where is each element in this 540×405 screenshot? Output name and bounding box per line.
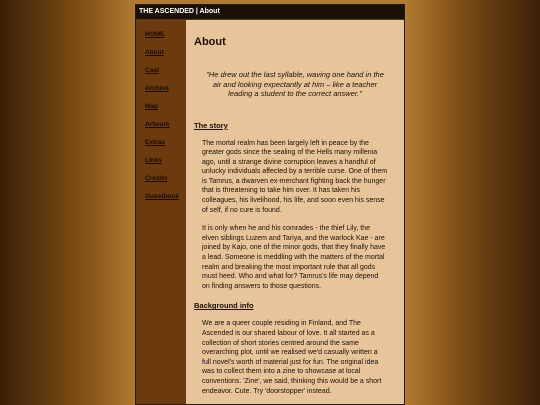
background-heading: Background info bbox=[194, 301, 254, 311]
story-paragraph-1: The mortal realm has been largely left in peace by the greater gods since the sealing of the Hells many millenia ago, until a strange divine corruption leaves a handful of unlucky individuals affected by a terrible curse. One of them is Tamrus, a dwarven ex-merchant fighting back the hunger that is threatening to take him over. It has taken his colleagues, his livelihood, his life, and soon even his sense of self, if no cure is found. bbox=[202, 139, 388, 214]
page-container bbox=[135, 4, 405, 405]
nav-link-map[interactable]: Map bbox=[145, 103, 158, 110]
nav-link-extras[interactable]: Extras bbox=[145, 139, 165, 146]
site-title: THE ASCENDED | About bbox=[139, 8, 220, 15]
main-content bbox=[187, 20, 404, 404]
intro-quote: "He drew out the last syllable, waving one hand in the air and looking expectantly at him – like a teacher leading a student to the correct answer." bbox=[206, 70, 384, 98]
page-title: About bbox=[194, 36, 226, 48]
story-heading: The story bbox=[194, 120, 228, 130]
nav-link-links[interactable]: Links bbox=[145, 157, 162, 164]
background-paragraph-1: We are a queer couple residing in Finland, and The Ascended is our shared labour of love. It all started as a collection of short stories centred around the same overarching plot, until we realised we'd casually written a full novel's worth of material just for fun. The original idea was to collect them into a zine to showcase at local conventions. 'Zine', we said, thinking this would be a short endeavor. Cute. Try 'doorstopper' instead. bbox=[202, 320, 382, 395]
nav-link-archive[interactable]: Archive bbox=[145, 85, 169, 92]
nav-link-cast[interactable]: Cast bbox=[145, 67, 160, 74]
sidebar-nav bbox=[136, 20, 186, 404]
nav-link-home[interactable]: HOME bbox=[145, 31, 165, 38]
nav-link-artwork[interactable]: Artwork bbox=[145, 121, 170, 128]
nav-link-guestbook[interactable]: Guestbook bbox=[145, 193, 179, 200]
site-header bbox=[136, 5, 404, 20]
nav-link-about[interactable]: About bbox=[145, 49, 164, 56]
nav-link-credits[interactable]: Credits bbox=[145, 175, 168, 182]
story-paragraph-2: It is only when he and his comrades - the thief Lily, the elven siblings Luzem and Tariya, and the warlock Kae - are joined by Kajo, one of the minor gods, that they finally have a lead. Someone is meddling with the matters of the mortal realm and breaking the most important rule that all gods must heed. Who and what for? Tamrus's life may depend on finding answers to those questions. bbox=[202, 225, 386, 290]
